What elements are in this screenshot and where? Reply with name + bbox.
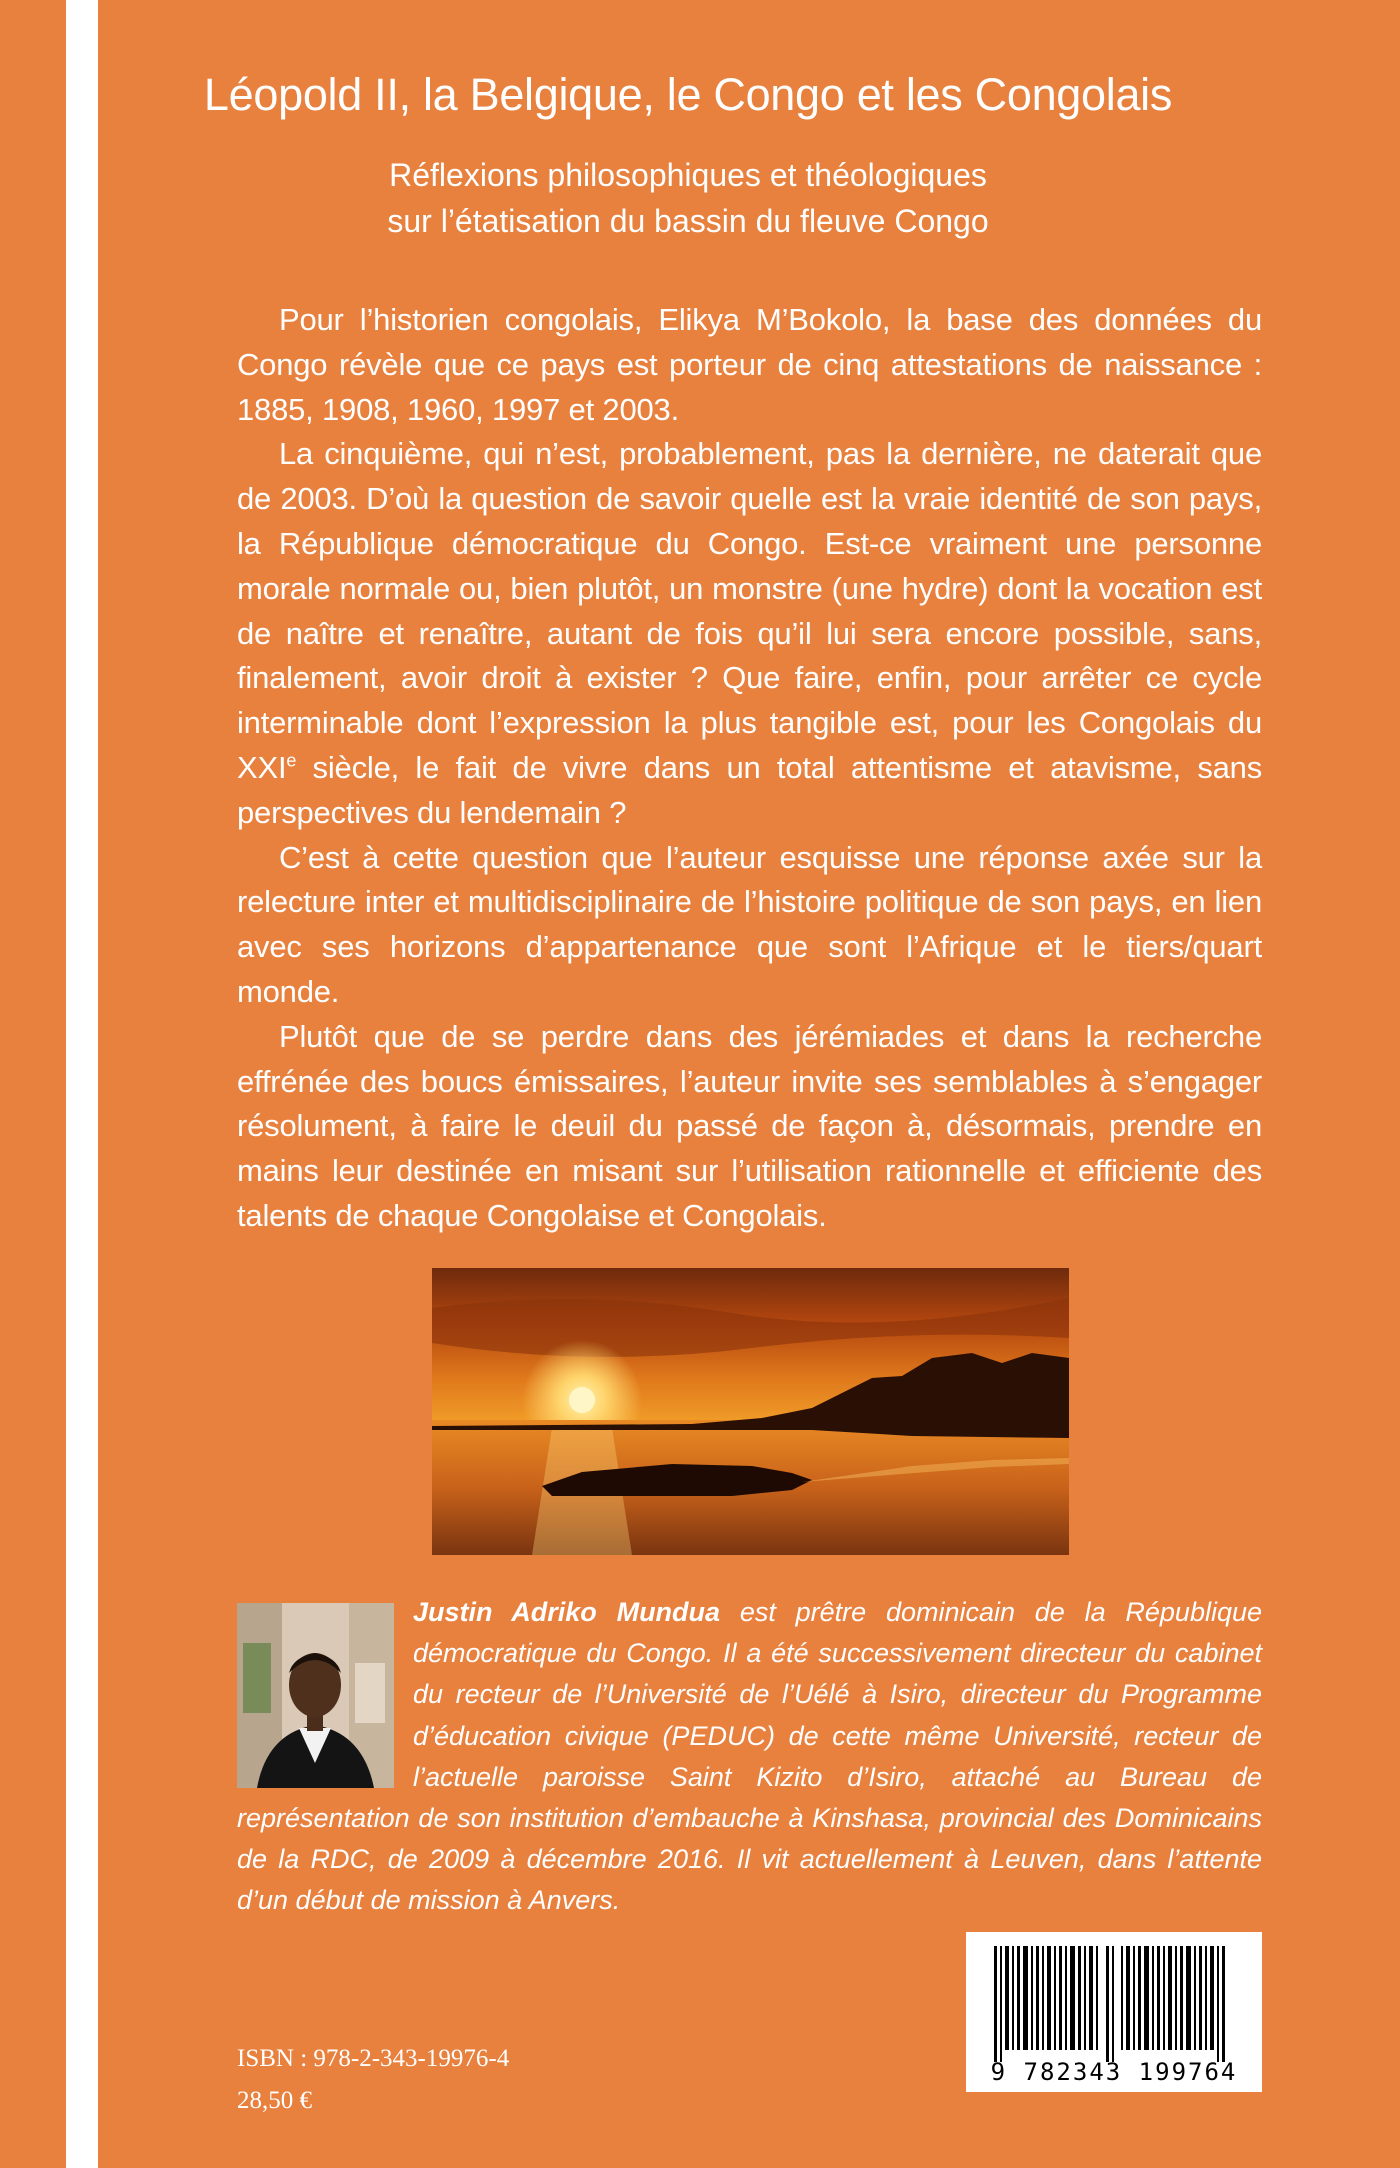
blurb-p2-text-end: siècle, le fait de vivre dans un total attentisme et atavisme, sans perspectives du lendemain ? — [237, 749, 1262, 830]
author-name: Justin Adriko Mundua — [413, 1597, 721, 1627]
book-title: Léopold II, la Belgique, le Congo et les Congolais — [203, 69, 1173, 120]
author-biography — [237, 1592, 1262, 1922]
book-price: 28,50 € — [237, 2087, 312, 2114]
isbn-barcode — [966, 1932, 1262, 2092]
isbn-number: ISBN : 978-2-343-19976-4 — [237, 2045, 510, 2072]
blurb-paragraph-2 — [237, 432, 1262, 835]
author-bio-text: est prêtre dominicain de la République démocratique du Congo. Il a été successivement directeur du cabinet du recteur de l’Université de l’Uélé à Isiro, directeur du Programme d’éducation civique (PEDUC) de cette même Université, recteur de l’actuelle paroisse Saint Kizito d’Isiro, attaché au Bureau de représentation de son institution d’embauche à Kinshasa, provincial des Dominicains de la RDC, de 2009 à décembre 2016. Il vit actuellement à Leuven, dans l’attente d’un début de mission à Anvers. — [237, 1597, 1263, 1916]
author-photo-space — [237, 1592, 413, 1797]
blurb-paragraph-4: Plutôt que de se perdre dans des jérémiades et dans la recherche effrénée des boucs émissaires, l’auteur invite ses semblables à s’engager résolument, à faire le deuil du passé de façon à, désormais, prendre en mains leur destinée en misant sur l’utilisation rationnelle et efficiente des talents de chaque Congolaise et Congolais. — [237, 1018, 1262, 1233]
subtitle-line-1: Réflexions philosophiques et théologiques — [389, 157, 987, 193]
blurb-paragraph-1: Pour l’historien congolais, Elikya M’Bokolo, la base des données du Congo révèle que ce pays est porteur de cinq attestations de naissance : 1885, 1908, 1960, 1997 et 2003. — [237, 302, 1262, 427]
book-subtitle — [128, 152, 1248, 244]
back-cover-blurb — [237, 298, 1262, 1239]
subtitle-line-2: sur l’étatisation du bassin du fleuve Congo — [387, 203, 989, 239]
river-sunset-photo — [432, 1268, 1069, 1555]
book-spine — [66, 0, 98, 2168]
blurb-paragraph-3: C’est à cette question que l’auteur esquisse une réponse axée sur la relecture inter et multidisciplinaire de l’histoire politique de son pays, en lien avec ses horizons d’appartenance que sont l’Afrique et le tiers/quart monde. — [237, 839, 1262, 1009]
century-superscript: e — [286, 750, 297, 771]
barcode-digits: 9 782343 199764 — [990, 2058, 1238, 2086]
blurb-p2-text: La cinquième, qui n’est, probablement, pas la dernière, ne daterait que de 2003. D’où la question de savoir quelle est la vraie identité de son pays, la République démocratique du Congo. Est-ce vraiment une personne morale normale ou, bien plutôt, un monstre (une hydre) dont la vocation est de naître et renaître, autant de fois qu’il lui sera encore possible, sans, finalement, avoir droit à exister ? Que faire, enfin, pour arrêter ce cycle interminable dont l’expression la plus tangible est, pour les Congolais du XXI — [237, 436, 1262, 785]
